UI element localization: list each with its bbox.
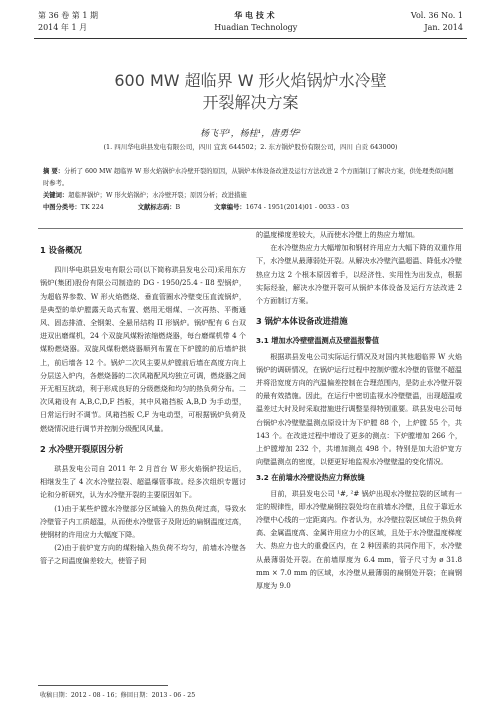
section-2-paragraph-2: (1)由于某些炉膛水冷壁部分区域输入的热负荷过高，导致水冷壁管子内工质超温，从而使水冷壁管子及附近的扁钢温度过高，使钢材的许用应力大幅度下降。	[40, 503, 246, 540]
affiliation: (1. 四川华电珙县发电有限公司，四川 宜宾 644502；2. 东方锅炉股份有限公司，四川 自贡 643000)	[103, 143, 398, 151]
left-column	[40, 236, 246, 568]
section-3-heading: 3 锅炉本体设备改进措施	[256, 316, 348, 327]
section-3-2-heading: 3.2 在前墙水冷壁设热应力释放缝	[256, 473, 365, 483]
classification	[43, 202, 458, 214]
section-3-2-paragraph: 目前，珙县发电公司 ¹#, ²# 锅炉出现水冷壁拉裂的区域有一定的规律性，即水冷壁扁钢拉裂处均在前墙水冷壁，且位于靠近水冷壁中心线的一定距离内。作者认为，水冷壁拉裂区域位于热负荷高、金属温度高、金属许用应力小的区域，且处于水冷壁温度梯度大、热应力也大的重叠区内，在 2 种因素的共同作用下，水冷壁从最薄弱处开裂。在前墙厚度为 6.4 mm，管子尺寸为 ø 31.8 mm × 7.0 mm 的区域，水冷壁从最薄弱的扁钢处开裂；在扁钢厚度为 9.0	[256, 488, 462, 591]
section-1-paragraph: 四川华电珙县发电有限公司(以下简称珙县发电公司)采用东方锅炉(集团)股份有限公司制造的 DG - 1950/25.4 - Ⅱ8 型锅炉，为超临界参数、W 形火焰燃烧、垂直管圈水冷壁变压直流锅炉，是典型的单炉膛露天岛式布置、燃用无烟煤、一次再热、平衡通风、固态排渣、全钢架、全悬吊结构 П 形锅炉。锅炉配有 6 台双进双出磨煤机，24 个双旋风煤粉浓缩燃烧器，每台磨煤机带 4 个煤粉燃烧器。双旋风煤粉燃烧器顺列布置在下炉膛的前后墙炉拱上，前后墙各 12 个。锅炉二次风主要从炉膛前后墙在高度方向上分层送入炉内，各燃烧器的二次风箱配风均独立可调，燃烧器之间开无相互扰动，利于形成良好的分级燃烧和均匀的热负荷分布。二次风箱设有 A,B,C,D,F 挡板，其中风箱挡板 A,B,D 为手动型，日常运行时不调节。风箱挡板 C,F 为电动型，可根据锅炉负荷及燃烧情况进行调节并控制分级配风风量。	[40, 265, 246, 433]
doc-code-value: B	[175, 204, 181, 211]
header-date-en: Jan. 2014	[424, 23, 463, 32]
clc-value: TK 224	[80, 204, 104, 211]
article-title	[40, 70, 461, 114]
abstract-text: 分析了 600 MW 超临界 W 形火焰锅炉水冷壁开裂的原因，从锅炉本体设备改进及运行方法改进 2 个方面制订了解决方案，供处理类似问题时参考。	[43, 168, 454, 187]
received-date-footnote: 收稿日期：2012 - 08 - 16；修回日期：2013 - 06 - 25	[40, 692, 196, 699]
authors: 杨飞平¹，杨桂¹，唐勇华²	[200, 129, 301, 139]
clc-label: 中图分类号：	[43, 204, 81, 211]
header-journal-en: Huadian Technology	[214, 23, 298, 32]
header-rule	[34, 38, 467, 39]
section-2-heading: 2 水冷壁开裂原因分析	[40, 443, 124, 454]
title-line-1: 600 MW 超临界 W 形火焰锅炉水冷壁	[114, 71, 387, 90]
keywords-label: 关键词：	[43, 192, 69, 199]
section-3-1-paragraph: 根据珙县发电公司实际运行情况及对国内其他超临界 W 火焰锅炉的调研情况，在锅炉运行过程中控制炉膛水冷壁的管壁不超温并将沿宽度方向的汽温偏差控制在合理范围内，是防止水冷壁开裂的最有效措施。因此，在运行中密切监视水冷壁壁温，出现超温或温差过大时及时采取措施进行调整显得特别重要。珙县发电公司每台锅炉水冷壁壁温测点原设计为下炉膛 88 个，上炉膛 55 个，共 143 个。在改进过程中增设了更多的测点：下炉膛增加 266 个，上炉膛增加 232 个，共增加测点 498 个。特别是加大沿炉宽方向壁温测点的密度，以便更好地监视水冷壁壁温的变化情况。	[256, 351, 462, 467]
keywords	[43, 190, 458, 202]
journal-header	[38, 10, 463, 40]
abstract-label: 摘 要：	[43, 168, 65, 175]
header-volume-en: Vol. 36 No. 1	[410, 11, 463, 20]
footnote-rule	[38, 685, 168, 686]
continued-paragraph: 的温度梯度差较大，从而使水冷壁上的热应力增加。	[256, 230, 420, 239]
doc-code-label: 文献标志码：	[137, 204, 176, 211]
section-1-heading: 1 设备概况	[40, 245, 82, 255]
header-date: 2014 年 1 月	[38, 23, 88, 32]
abstract	[43, 166, 458, 190]
header-volume: 第 36 卷 第 1 期	[38, 11, 98, 20]
article-number-label: 文章编号：	[214, 204, 246, 211]
title-line-2: 开裂解决方案	[202, 93, 299, 112]
article-number-value: 1674 - 1951(2014)01 - 0033 - 03	[245, 204, 350, 211]
section-2-paragraph-3: (2)由于前炉宽方向的煤粉输入热负荷不均匀，前墙水冷壁各管子之间温度偏差较大，使管子间	[40, 543, 246, 566]
section-3-1-heading: 3.1 增加水冷壁壁温测点及壁温报警值	[256, 336, 380, 346]
article-meta	[43, 166, 458, 214]
keywords-text: 超临界锅炉；W 形火焰锅炉；水冷壁开裂；原因分析；改进措施	[68, 192, 247, 199]
summary-paragraph: 在水冷壁热应力大幅增加和钢材许用应力大幅下降的双重作用下，水冷壁从最薄弱处开裂。从解决水冷壁汽温超温、降低水冷壁热应力这 2 个根本原因着手，以经济性、实用性为出发点，根据实际经验，解决水冷壁开裂可从锅炉本体设备及运行方法改进 2 个方面制订方案。	[256, 243, 462, 306]
right-column	[256, 228, 462, 592]
section-2-paragraph-1: 珙县发电公司自 2011 年 2 月首台 W 形火焰锅炉投运后，相继发生了 4 次水冷壁拉裂、超温爆管事故。经多次组织专题讨论和分析研究，认为水冷壁开裂的主要原因如下。	[40, 464, 246, 500]
header-journal-cn: 华 电 技 术	[234, 11, 275, 20]
